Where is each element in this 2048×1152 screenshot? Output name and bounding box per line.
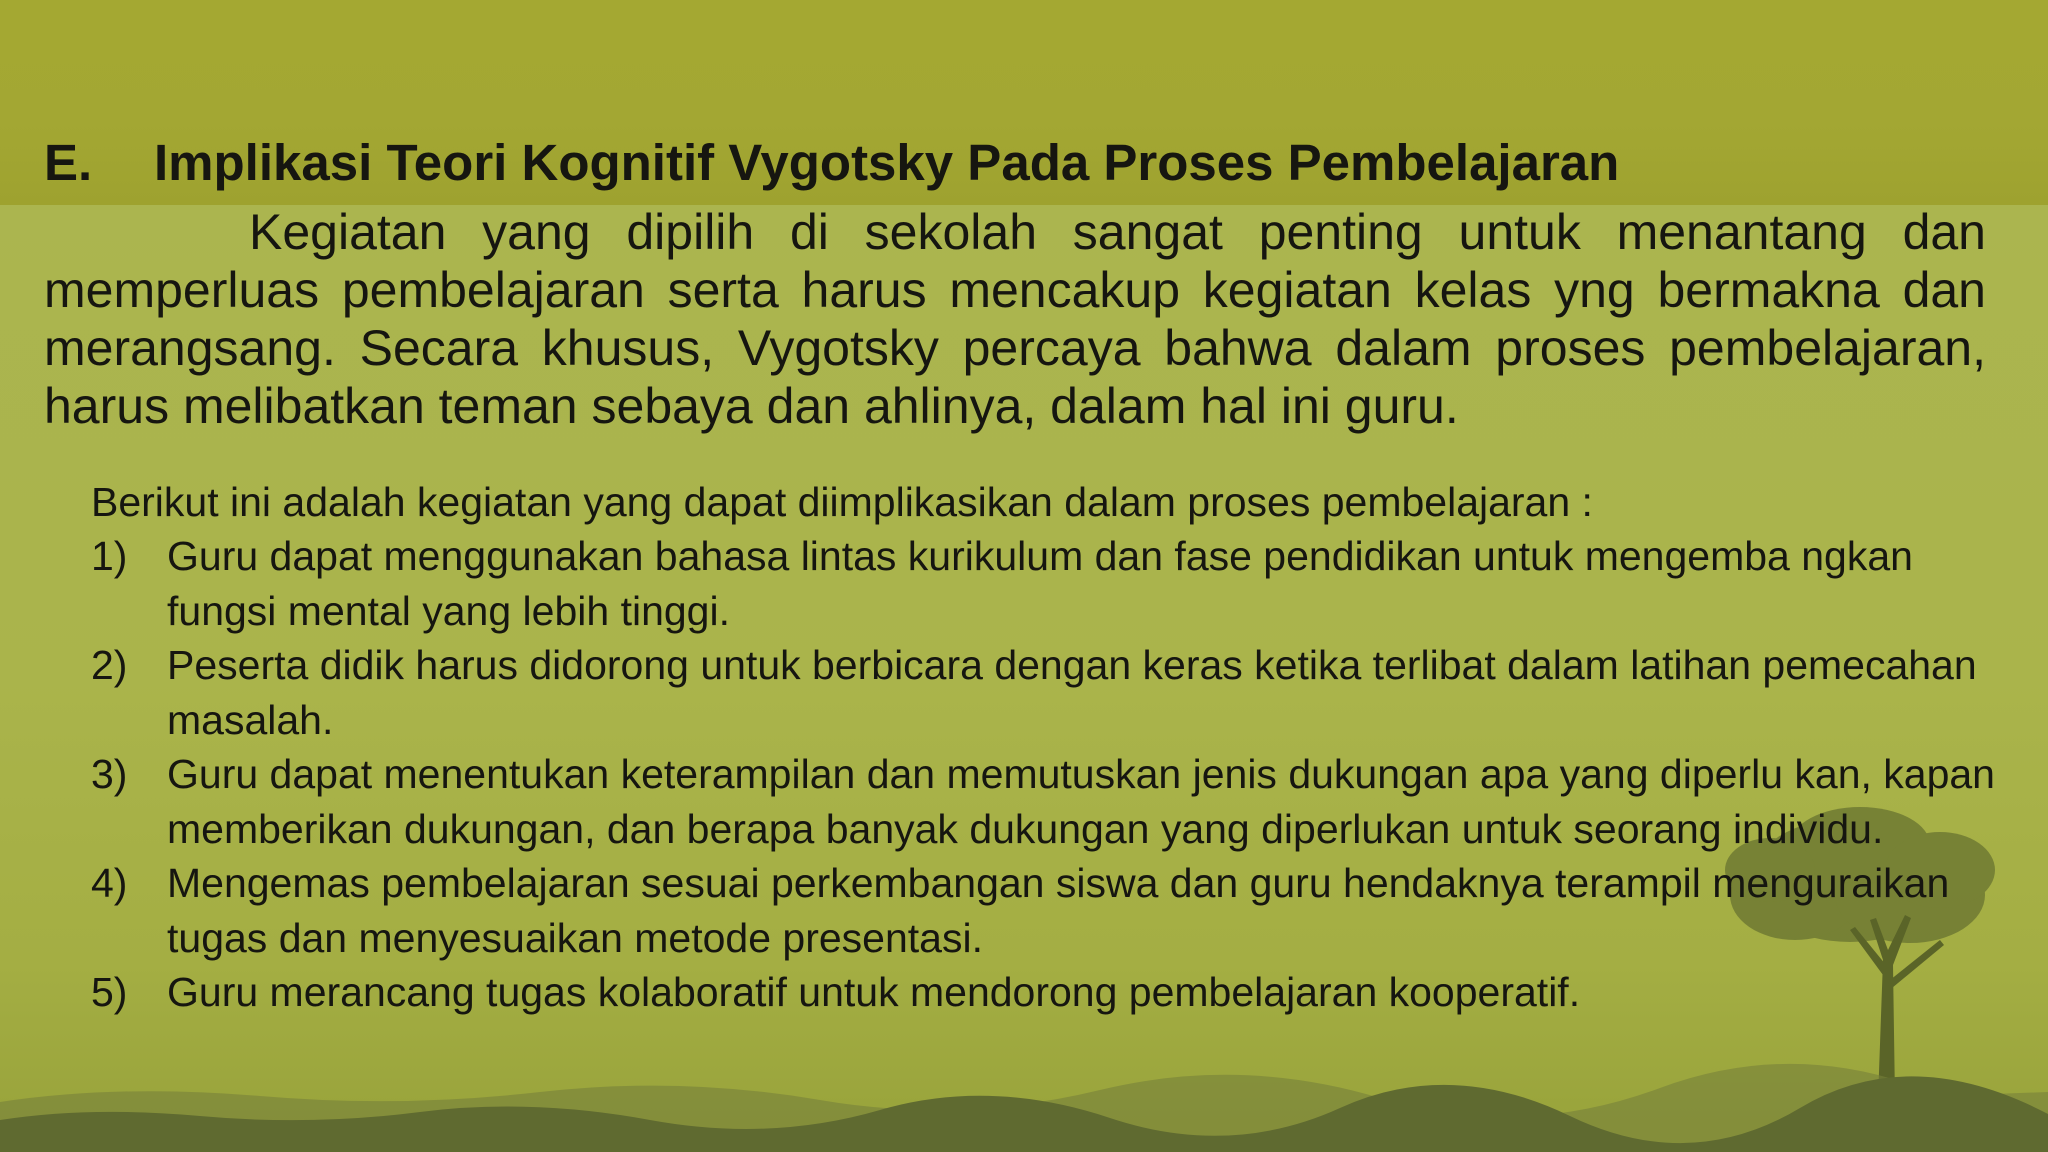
- list-item-number: 4): [91, 860, 128, 906]
- list-item: [91, 856, 1996, 965]
- list-intro: Berikut ini adalah kegiatan yang dapat diimplikasikan dalam proses pembelajaran :: [91, 479, 1593, 525]
- grass-silhouette-icon: [0, 1062, 2048, 1152]
- list-item: [91, 529, 1996, 638]
- section-letter: E.: [44, 134, 93, 191]
- list-item: [91, 638, 1996, 747]
- slide-heading: [44, 132, 2004, 194]
- list-item-text: Guru merancang tugas kolaboratif untuk mendorong pembelajaran kooperatif.: [167, 969, 1581, 1015]
- list-item-text: Peserta didik harus didorong untuk berbicara dengan keras ketika terlibat dalam latihan pemecahan masalah.: [167, 642, 1977, 743]
- implication-list: [91, 529, 1996, 1020]
- intro-paragraph: Kegiatan yang dipilih di sekolah sangat penting untuk menantang dan memperluas pembelajaran serta harus mencakup kegiatan kelas yng bermakna dan merangsang. Secara khusus, Vygotsky percaya bahwa dalam proses pembelajaran, harus melibatkan teman sebaya dan ahlinya, dalam hal ini guru.: [44, 204, 1986, 434]
- list-item-number: 1): [91, 533, 128, 579]
- list-item: [91, 747, 1996, 856]
- list-item-number: 5): [91, 969, 128, 1015]
- section-title: Implikasi Teori Kognitif Vygotsky Pada Proses Pembelajaran: [154, 134, 1620, 191]
- list-item: [91, 965, 1996, 1020]
- list-item-text: Guru dapat menentukan keterampilan dan memutuskan jenis dukungan apa yang diperlu kan, kapan memberikan dukungan, dan berapa banyak dukungan yang diperlukan untuk seorang individu.: [167, 751, 1995, 852]
- list-item-number: 2): [91, 642, 128, 688]
- list-item-text: Mengemas pembelajaran sesuai perkembangan siswa dan guru hendaknya terampil menguraikan tugas dan menyesuaikan metode presentasi.: [167, 860, 1950, 961]
- list-item-number: 3): [91, 751, 128, 797]
- list-item-text: Guru dapat menggunakan bahasa lintas kurikulum dan fase pendidikan untuk mengemba ngkan fungsi mental yang lebih tinggi.: [167, 533, 1913, 634]
